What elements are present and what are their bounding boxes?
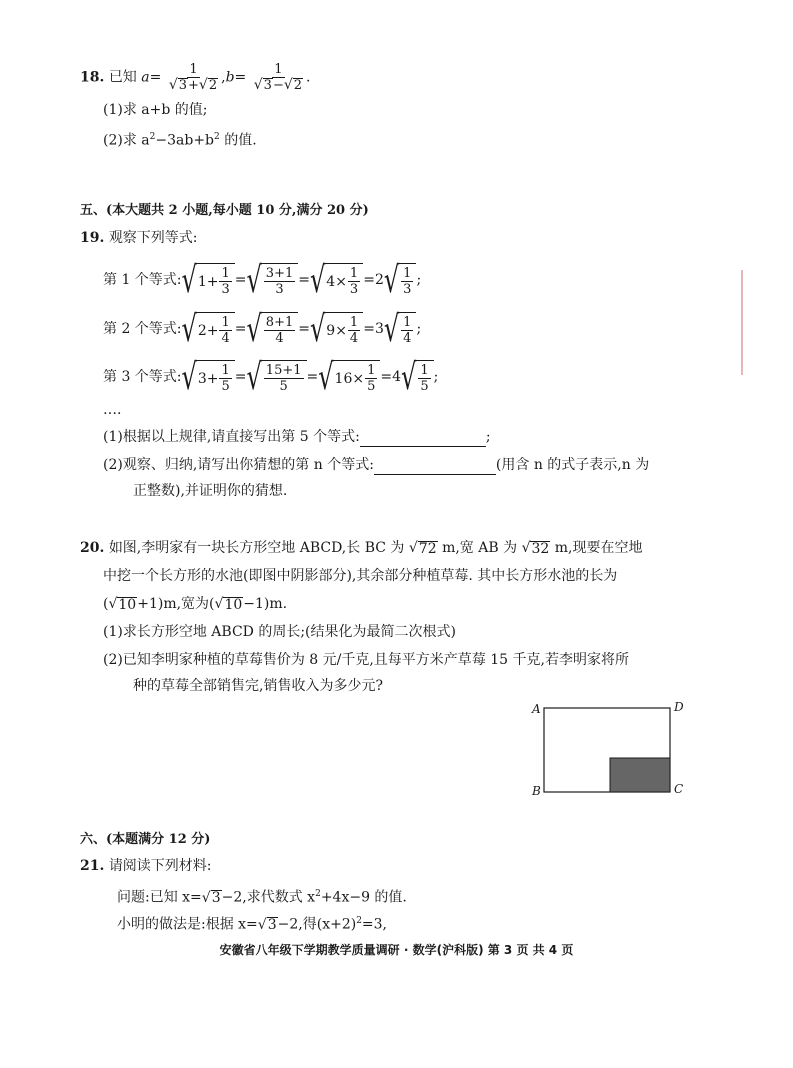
label-C: C [674,782,684,796]
text: −3ab+b [155,132,215,149]
denominator: 3 [349,282,359,297]
radicand: 3 [211,890,221,907]
q18-intro: 已知 [108,69,137,86]
term: 1 [197,273,207,290]
text: +1)m,宽为( [137,596,215,612]
numerator: 1 [420,363,429,378]
times-sign: × [352,370,365,387]
superscript: 2 [356,916,362,926]
times-sign: × [335,273,347,290]
text: m,现要在空地 [554,540,643,556]
rectangle-figure [528,698,688,802]
q19-heading [80,228,198,248]
text: +4x−9 的值. [320,889,407,906]
plus-sign: + [188,78,199,93]
q21-heading [80,856,212,876]
numerator: 15+1 [265,363,302,378]
radicand: 10 [118,596,137,613]
eq-sign: = [363,321,375,337]
term: 2 [197,322,207,339]
q20-part1: (1)求长方形空地 ABCD 的周长;(结果化为最简二次根式) [103,624,456,640]
text: (2)求 a [103,132,150,149]
q18-b-var: b [225,69,235,86]
answer-blank[interactable] [360,432,486,447]
q19-equation-3: 第 3 个等式: √ 3 + $\frac{1}{5}$ = √ $\frac{15+1}{5}$ = √ 16 × $\frac{1}{5}$ = 4 √ $\frac{1}{5}$ ; [103,356,439,398]
text: −2,得(x+2) [277,916,357,933]
denominator: 5 [420,379,429,394]
numerator: 1 [221,363,230,378]
semicolon: ; [416,272,422,288]
eq-sign: = [149,69,162,86]
text: 如图,李明家有一块长方形空地 ABCD,长 BC 为 [108,540,405,556]
q20-number: 20. [80,540,105,556]
eq-sign: = [306,369,319,385]
numerator: 1 [349,266,359,281]
section6-title: 六、(本题满分 12 分) [80,832,211,847]
denominator: √ 3 + √ 2 [168,77,218,93]
semicolon: ; [433,369,439,385]
radicand: 2 [208,78,218,93]
denominator: 4 [349,331,359,346]
eq-sign: = [234,272,247,288]
q20-line3: ( √ 10 +1)m,宽为( √ 10 −1)m. [103,596,288,613]
numerator: 1 [403,266,412,281]
q19-ellipsis: …. [103,402,122,418]
coefficient: 4 [392,369,402,385]
scan-edge-mark [741,270,743,375]
term: 16 [334,370,353,387]
q18-a-fraction [167,62,220,93]
denominator: 3 [221,282,230,297]
q19-part1 [103,427,491,447]
numerator: 1 [367,363,376,378]
equation-label: 第 1 个等式: [103,272,182,288]
q18-part1: (1)求 a+b 的值; [103,102,208,118]
question-text: (2)观察、归纳,请写出你猜想的第 n 个等式: [103,457,374,473]
eq-sign: = [298,321,310,337]
hint-text: (用含 n 的式子表示,n 为 [495,457,650,473]
q20-line1: 20. 如图,李明家有一块长方形空地 ABCD,长 BC 为 √ 72 m,宽 AB 为 √ 32 m,现要在空地 [80,540,643,557]
label-A: A [532,702,541,716]
denominator: 5 [367,379,376,394]
radicand: 10 [224,596,243,613]
q19-part2 [103,455,649,475]
denominator: √ 3 − √ 2 [253,77,303,93]
numerator: 1 [221,315,230,330]
label-D: D [674,700,684,714]
question-text: (1)根据以上规律,请直接写出第 5 个等式: [103,429,360,445]
eq-sign: = [234,369,247,385]
numerator: 1 [274,62,283,77]
eq-sign: = [234,321,247,337]
text: −1)m. [243,596,288,612]
eq-sign: = [380,369,393,385]
plus-sign: + [206,273,219,290]
page-footer: 安徽省八年级下学期教学质量调研 · 数学(沪科版) 第 3 页 共 4 页 [219,943,574,957]
comma: , [221,69,226,86]
numerator: 1 [221,266,230,281]
denominator: 3 [275,282,284,297]
eq-sign: = [234,69,247,86]
denominator: 4 [403,331,412,346]
radicand: 3 [178,78,188,93]
intro-text: 请阅读下列材料: [108,858,212,874]
text: 的值. [219,132,257,149]
eq-sign: = [363,272,375,288]
text: =3, [361,916,388,933]
superscript: 2 [214,132,220,142]
term: 4 [326,273,336,290]
period: . [306,69,311,86]
q20-part2-cont: 种的草莓全部销售完,销售收入为多少元? [133,678,383,694]
semicolon: ; [485,429,491,445]
times-sign: × [335,322,347,339]
q21-problem: 问题:已知 x= √ 3 −2,求代数式 $x^2+4x-9$ 的值. [117,889,407,907]
text: 问题:已知 x= [117,889,202,906]
text: ( [103,596,109,612]
label-B: B [532,784,541,798]
numerator: 8+1 [265,315,294,330]
q19-part2-cont: 正整数),并证明你的猜想. [133,483,288,499]
semicolon: ; [416,321,422,337]
radicand: 3 [267,917,277,934]
q20-part2: (2)已知李明家种植的草莓售价为 8 元/千克,且每平方米产草莓 15 千克,若李明家将所 [103,652,629,668]
minus-sign: − [272,78,284,93]
superscript: 2 [149,132,156,142]
q21-number: 21. [80,858,105,874]
q19-equation-2: 第 2 个等式: √ 2 + $\frac{1}{4}$ = √ $\frac{8+1}{4}$ = √ 9 × $\frac{1}{4}$ = 3 √ $\frac{1}{4}$ ; [103,308,422,350]
q18-b-fraction [252,62,305,93]
superscript: 2 [315,889,321,899]
q18-number: 18. [80,69,105,86]
rectangle-diagram [528,698,688,802]
radicand: 3 [263,78,272,93]
equation-label: 第 3 个等式: [103,369,182,385]
numerator: 3+1 [265,266,294,281]
equation-label: 第 2 个等式: [103,321,182,337]
section5-title: 五、(本大题共 2 小题,每小题 10 分,满分 20 分) [80,203,369,218]
q19-equation-1: 第 1 个等式: √ 1 + $\frac{1}{3}$ = √ $\frac{3+1}{3}$ = √ 4 × $\frac{1}{3}$ = 2 √ $\frac{1}{3}$ ; [103,259,422,301]
answer-blank[interactable] [374,460,496,475]
numerator: 1 [349,315,359,330]
text: 小明的做法是:根据 x= [117,916,258,933]
coefficient: 3 [374,321,384,337]
q19-number: 19. [80,230,105,246]
term: 3 [197,370,207,387]
plus-sign: + [206,322,219,339]
q18-a-var: a [141,69,150,86]
term: 9 [326,322,336,339]
denominator: 5 [279,379,288,394]
coefficient: 2 [374,272,384,288]
denominator: 3 [403,282,412,297]
q18-line [80,62,311,93]
denominator: 4 [275,331,284,346]
eq-sign: = [298,272,310,288]
denominator: 5 [221,379,230,394]
radicand: 2 [293,78,303,93]
text: −2,求代数式 x [221,889,316,906]
numerator: 1 [189,62,198,77]
radicand: 32 [531,540,550,557]
pond-shaded-rectangle [610,758,670,792]
numerator: 1 [403,315,412,330]
plus-sign: + [206,370,219,387]
q20-line2: 中挖一个长方形的水池(即图中阴影部分),其余部分种植草莓. 其中长方形水池的长为 [103,568,618,584]
q21-xiaoming: 小明的做法是:根据 x= √ 3 −2,得$(x+2)^2=3$, [117,916,388,934]
q18-part2 [103,127,257,151]
text: m,宽 AB 为 [442,540,518,556]
q19-intro: 观察下列等式: [108,230,198,246]
radicand: 72 [418,540,437,557]
denominator: 4 [221,331,230,346]
